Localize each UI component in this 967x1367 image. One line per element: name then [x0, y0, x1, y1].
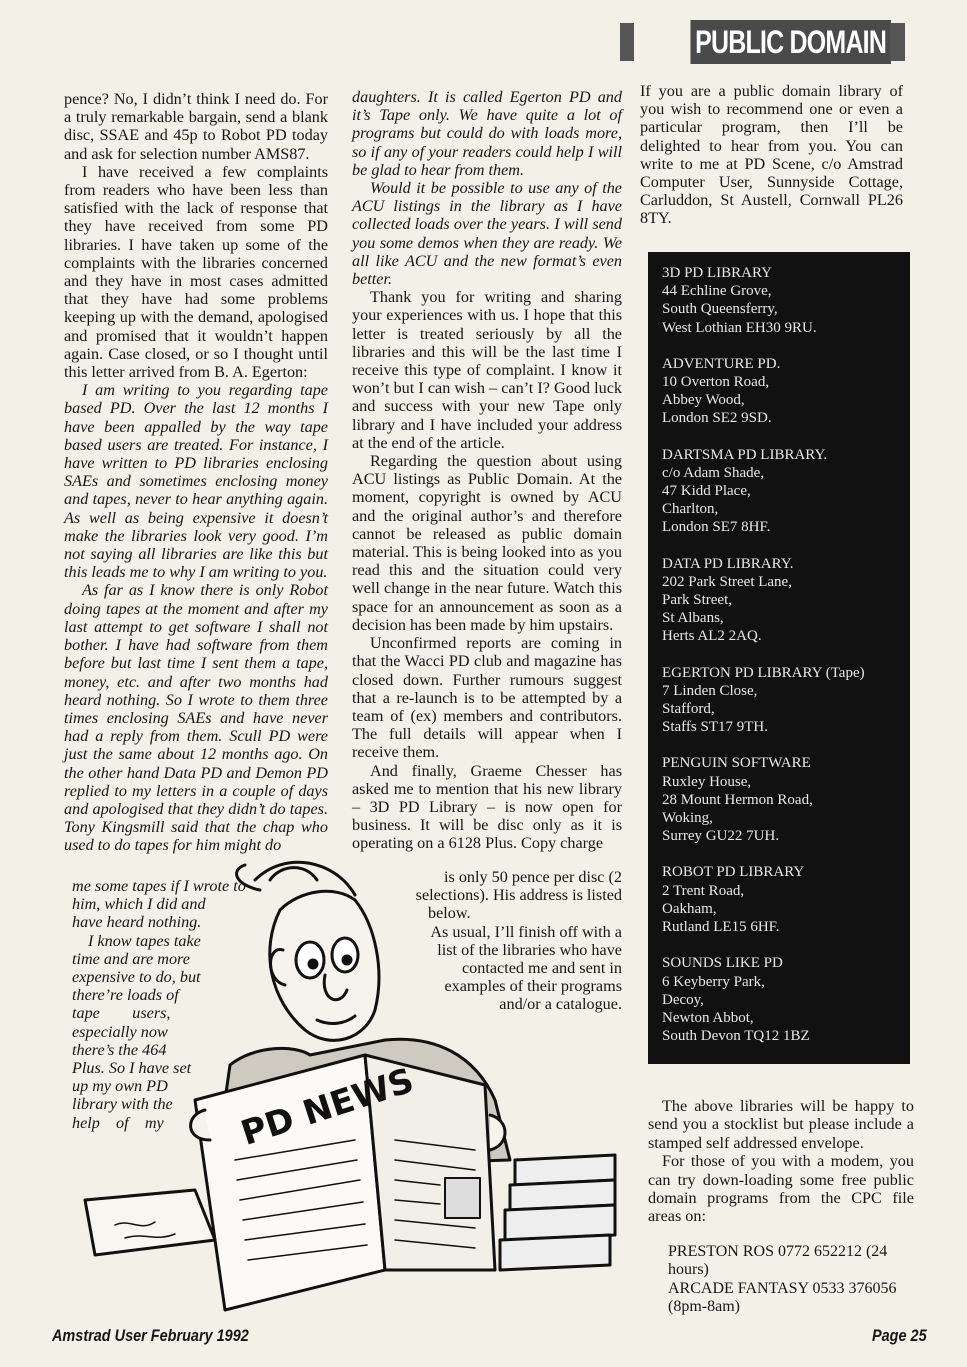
- letter-paragraph: As far as I know there is only Robot doing tapes at the moment and after my last attempt to get software I shall not bother. I have had software from them before but last time I sent them a tape, money, etc. and after two months had heard nothing. So I wrote to them three times enclosing SAEs and have never had a reply from them. Scull PD were just the same about 12 months ago. On the other hand Data PD and Demon PD replied to my letters in a couple of days and apologised that they didn’t do tapes. Tony Kingsmill said that the chap who used to do tapes for him might do: [64, 581, 328, 855]
- library-name: SOUNDS LIKE PD: [662, 955, 783, 972]
- paragraph: Regarding the question about using ACU listings as Public Domain. At the moment, copyright is owned by ACU and the original author’s and therefore cannot be released as public domain material. This is being looked into as you read this and the situation could very well change in the near future. Watch this space for an announcement as soon as a decision has been made by him upstairs.: [352, 452, 622, 634]
- wrap-line: especially now: [72, 1022, 168, 1041]
- letter-paragraph: I am writing to you regarding tape based PD. Over the last 12 months I have been appalled by the way tape based users are treated. For instance, I have written to PD libraries enclosing SAEs and sometimes enclosing money and tapes, never to hear anything again. As well as being expensive it doesn’t make the libraries look very good. I’m not saying all libraries are like this but this leads me to why I am writing to you.: [64, 381, 328, 582]
- newspaper-headline: PD NEWS: [236, 1060, 419, 1154]
- paragraph: Unconfirmed reports are coming in that the Wacci PD club and magazine has closed down. Further rumours suggest that a re-launch is to be attempted by a team of (ex) members and contributors. The full details will appear when I receive them.: [352, 634, 622, 762]
- header-bar-right: [891, 23, 905, 61]
- library-address-line: Woking,: [662, 810, 713, 827]
- library-name: EGERTON PD LIBRARY (Tape): [662, 664, 865, 681]
- footer-publication: Amstrad User February 1992: [52, 1326, 249, 1345]
- library-address-line: South Devon TQ12 1BZ: [662, 1028, 810, 1045]
- library-address-line: Stafford,: [662, 701, 715, 718]
- library-address-line: 202 Park Street Lane,: [662, 573, 792, 590]
- wrap-line: up my own PD: [72, 1077, 168, 1096]
- library-address-line: 7 Linden Close,: [662, 682, 758, 699]
- paragraph: For those of you with a modem, you can try down-loading some free public domain programs from the CPC file areas on:: [648, 1152, 914, 1226]
- library-entry: [662, 555, 900, 646]
- library-address-line: London SE2 9SD.: [662, 410, 772, 427]
- wrap-line: As usual, I’ll finish off with a: [430, 922, 622, 941]
- library-address-line: South Queensferry,: [662, 301, 778, 318]
- library-entry: [662, 863, 900, 936]
- bbs-entry: PRESTON ROS 0772 652212 (24 hours): [668, 1243, 888, 1279]
- article-column-1: [64, 90, 328, 855]
- library-entry: [662, 664, 900, 737]
- article-column-4: [648, 1097, 914, 1226]
- section-header: [620, 20, 905, 64]
- library-entry: [662, 754, 900, 845]
- library-address-line: Rutland LE15 6HF.: [662, 919, 780, 936]
- library-address-line: Abbey Wood,: [662, 392, 745, 409]
- footer-page-number: Page 25: [872, 1326, 927, 1345]
- paragraph: If you are a public domain library of you wish to recommend one or even a particular program, then I’ll be delighted to hear from you. You can write to me at PD Scene, c/o Amstrad Computer User, Sunnyside Cottage, Carluddon, St Austell, Cornwall PL26 8TY.: [640, 82, 903, 228]
- wrap-line: tape users,: [72, 1004, 171, 1023]
- library-entry: [662, 355, 900, 428]
- wrap-line: below.: [428, 904, 471, 923]
- library-address-line: Herts AL2 2AQ.: [662, 628, 762, 645]
- paragraph: pence? No, I didn’t think I need do. For a truly remarkable bargain, send a blank disc, SSAE and 45p to Robot PD today and ask for selection number AMS87.: [64, 90, 328, 163]
- library-address-line: 6 Keyberry Park,: [662, 973, 765, 990]
- library-address-line: London SE7 8HF.: [662, 519, 771, 536]
- bbs-entry: ARCADE FANTASY 0533 376056 (8pm-8am): [668, 1279, 897, 1316]
- library-address-line: 44 Echline Grove,: [662, 283, 772, 300]
- wrap-line: and/or a catalogue.: [499, 995, 622, 1014]
- paragraph: The above libraries will be happy to send you a stocklist but please include a stamped self addressed envelope.: [648, 1097, 914, 1152]
- library-address-line: Ruxley House,: [662, 773, 752, 790]
- wrap-line: I know tapes take: [88, 931, 201, 950]
- wrap-line: contacted me and sent in: [461, 959, 622, 978]
- wrap-line: is only 50 pence per disc (2: [443, 868, 622, 886]
- wrap-line: there’re loads of: [72, 986, 179, 1005]
- wrap-line: examples of their programs: [444, 977, 622, 996]
- library-entry: [662, 264, 900, 337]
- library-address-line: Staffs ST17 9TH.: [662, 719, 768, 736]
- letter-paragraph: Would it be possible to use any of the ACU listings in the library as I have collected loads over the years. I will send you some demos when they are ready. We all like ACU and the new format’s even better.: [352, 179, 622, 289]
- library-address-line: c/o Adam Shade,: [662, 464, 765, 481]
- library-entry: [662, 954, 900, 1045]
- library-address-line: Newton Abbot,: [662, 1009, 754, 1026]
- library-address-line: Charlton,: [662, 501, 719, 518]
- wrap-line: Plus. So I have set: [72, 1059, 192, 1078]
- library-name: DATA PD LIBRARY.: [662, 555, 794, 572]
- wrap-line: library with the: [72, 1095, 173, 1114]
- paragraph: And finally, Graeme Chesser has asked me to mention that his new library – 3D PD Library – is now open for business. It will be disc only as it is operating on a 6128 Plus. Copy charge: [352, 761, 622, 853]
- bbs-list: [668, 1243, 908, 1317]
- wrap-line: help of my: [72, 1113, 164, 1132]
- library-address-line: St Albans,: [662, 610, 724, 627]
- library-address-box: [648, 252, 910, 1064]
- library-address-line: Decoy,: [662, 991, 704, 1008]
- library-address-line: Park Street,: [662, 592, 732, 609]
- library-name: 3D PD LIBRARY: [662, 265, 773, 281]
- library-address-line: 10 Overton Road,: [662, 374, 770, 391]
- wrap-line: selections). His address is listed: [415, 886, 622, 905]
- library-address-line: 2 Trent Road,: [662, 882, 745, 899]
- wrap-line: time and are more: [72, 949, 190, 968]
- wrap-line: there’s the 464: [72, 1040, 167, 1059]
- cartoon-man-reading-newspaper: [55, 840, 620, 1320]
- article-column-3: [640, 82, 903, 228]
- paragraph: Thank you for writing and sharing your experiences with us. I hope that this letter is treated seriously by all the libraries and this will be the last time I receive this type of complaint. I know it won’t but I can wish – can’t I? Good luck and success with your new Tape only library and I have included your address at the end of the article.: [352, 288, 622, 452]
- wrap-line: expensive to do, but: [72, 968, 201, 987]
- wrap-line: him, which I did and: [72, 895, 206, 914]
- header-bar-left: [620, 23, 634, 61]
- wrap-line: me some tapes if I wrote to: [72, 877, 246, 895]
- section-title: PUBLIC DOMAIN: [691, 20, 891, 64]
- library-name: DARTSMA PD LIBRARY.: [662, 446, 828, 463]
- library-address-line: 47 Kidd Place,: [662, 483, 751, 500]
- letter-paragraph: daughters. It is called Egerton PD and it’s Tape only. We have quite a lot of programs but could do with loads more, so if any of your readers could help I will be glad to hear from them.: [352, 88, 622, 179]
- library-address-line: Surrey GU22 7UH.: [662, 828, 780, 845]
- library-address-line: Oakham,: [662, 900, 717, 917]
- wrap-line: list of the libraries who have: [437, 940, 622, 959]
- paragraph: I have received a few complaints from readers who have been less than satisfied with the lack of response that they have received from some PD libraries. I have taken up some of the complaints with the libraries concerned and they have in most cases admitted that they have had some problems keeping up with the demand, apologised and promised that it wouldn’t happen again. Case closed, or so I thought until this letter arrived from B. A. Egerton:: [64, 162, 328, 382]
- library-address-line: 28 Mount Hermon Road,: [662, 791, 813, 808]
- library-address-line: West Lothian EH30 9RU.: [662, 319, 817, 336]
- library-name: PENGUIN SOFTWARE: [662, 755, 811, 772]
- library-name: ADVENTURE PD.: [662, 355, 781, 372]
- library-name: ROBOT PD LIBRARY: [662, 864, 805, 881]
- article-column-2: [352, 88, 622, 853]
- wrap-line: have heard nothing.: [72, 913, 202, 932]
- library-entry: [662, 446, 900, 537]
